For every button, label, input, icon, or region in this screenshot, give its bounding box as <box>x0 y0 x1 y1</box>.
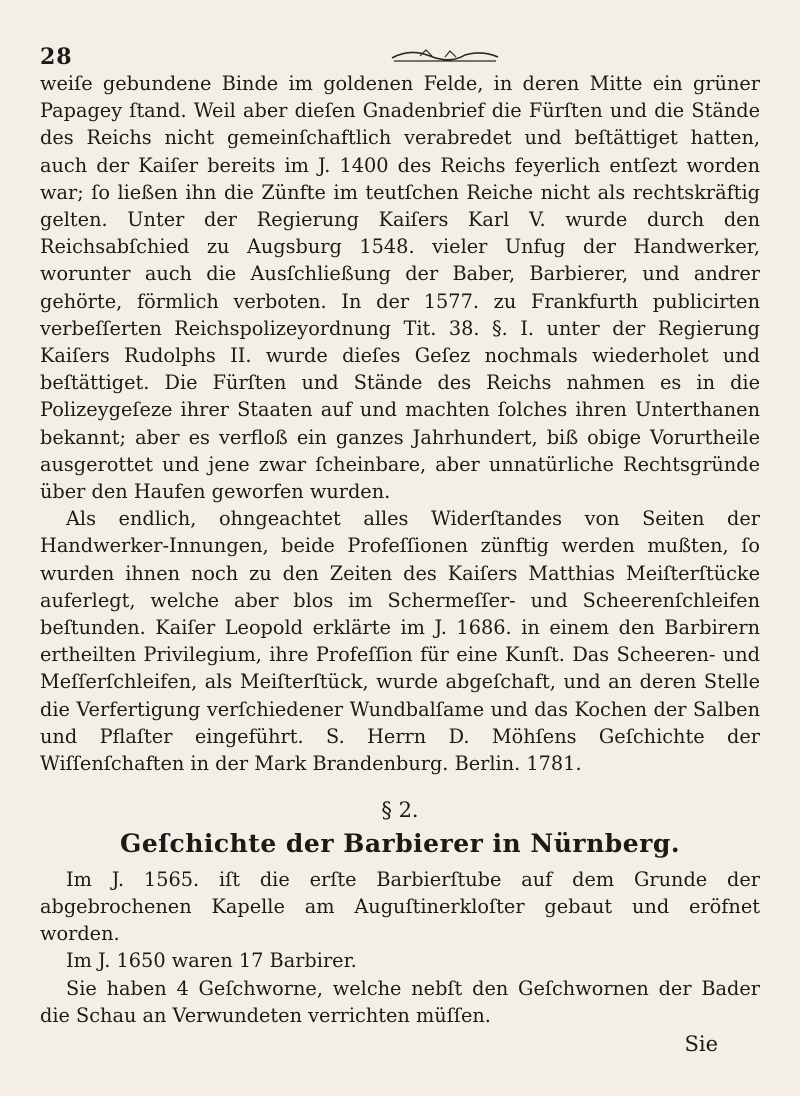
page-number: 28 <box>40 44 73 70</box>
section-title: Geſchichte der Barbierer in Nürnberg. <box>119 829 681 859</box>
header-ornament-icon <box>390 46 500 64</box>
section-paragraph-sworn-members: Sie haben 4 Geſchworne, welche nebſt den Geſchwornen der Bader die Schau an Verwundeten verrichten müſſen. <box>40 976 760 1027</box>
body-text <box>40 70 760 1058</box>
catchword: Sie <box>684 1031 718 1056</box>
paragraph-continuation: weiſe gebundene Binde im goldenen Felde, in deren Mitte ein grüner Papagey ſtand. Weil aber dieſen Gnadenbrief die Fürſten und die Stände des Reichs nicht gemeinſchaftlich verabredet und beſtättiget hatten, auch der Kaiſer bereits im J. 1400 des Reichs feyerlich entſezt worden war; ſo ließen ihn die Zünfte im teutſchen Reiche nicht als rechtskräftig gelten. Unter der Regierung Kaiſers Karl V. wurde durch den Reichsabſchied zu Augsburg 1548. vieler Unfug der Handwerker, worunter auch die Ausſchließung der Baber, Barbierer, und andrer gehörte, förmlich verboten. In der 1577. zu Frankfurth publicirten verbeſſerten Reichspolizeyordnung Tit. 38. §. I. unter der Regierung Kaiſers Rudolphs II. wurde dieſes Geſez nochmals wiederholet und beſtättiget. Die Fürſten und Stände des Reichs nahmen es in die Polizeygeſeze ihrer Staaten auf und machten ſolches ihren Unterthanen bekannt; aber es verfloß ein ganzes Jahrhundert, biß obige Vorurtheile ausgerottet und jene zwar ſcheinbare, aber unnatürliche Rechtsgründe über den Haufen geworfen wurden. <box>40 72 760 504</box>
section-paragraph-barber-count: Im J. 1650 waren 17 Barbirer. <box>66 949 357 973</box>
section-number: § 2. <box>381 798 419 823</box>
page-header <box>40 36 760 70</box>
section-paragraph-first-barber-shop: Im J. 1565. iſt die erſte Barbierſtube auf dem Grunde der abgebrochenen Kapelle am Auguſtinerkloſter gebaut und eröfnet worden. <box>40 867 760 946</box>
paragraph-guild-masterpieces: Als endlich, ohngeachtet alles Widerſtandes von Seiten der Handwerker-Innungen, beide Profeſſionen zünftig werden mußten, ſo wurden ihnen noch zu den Zeiten des Kaiſers Matthias Meiſterſtücke auferlegt, welche aber blos im Schermeſſer- und Scheerenſchleifen beſtunden. Kaiſer Leopold erklärte im J. 1686. in einem den Barbirern ertheilten Privilegium, ihre Profeſſion für eine Kunſt. Das Scheeren- und Meſſerſchleifen, als Meiſterſtück, wurde abgeſchaft, und an deren Stelle die Verfertigung verſchiedener Wundbalſame und das Kochen der Salben und Pflaſter eingeführt. S. Herrn D. Möhſens Geſchichte der Wiſſenſchaften in der Mark Brandenburg. Berlin. 1781. <box>40 507 760 776</box>
